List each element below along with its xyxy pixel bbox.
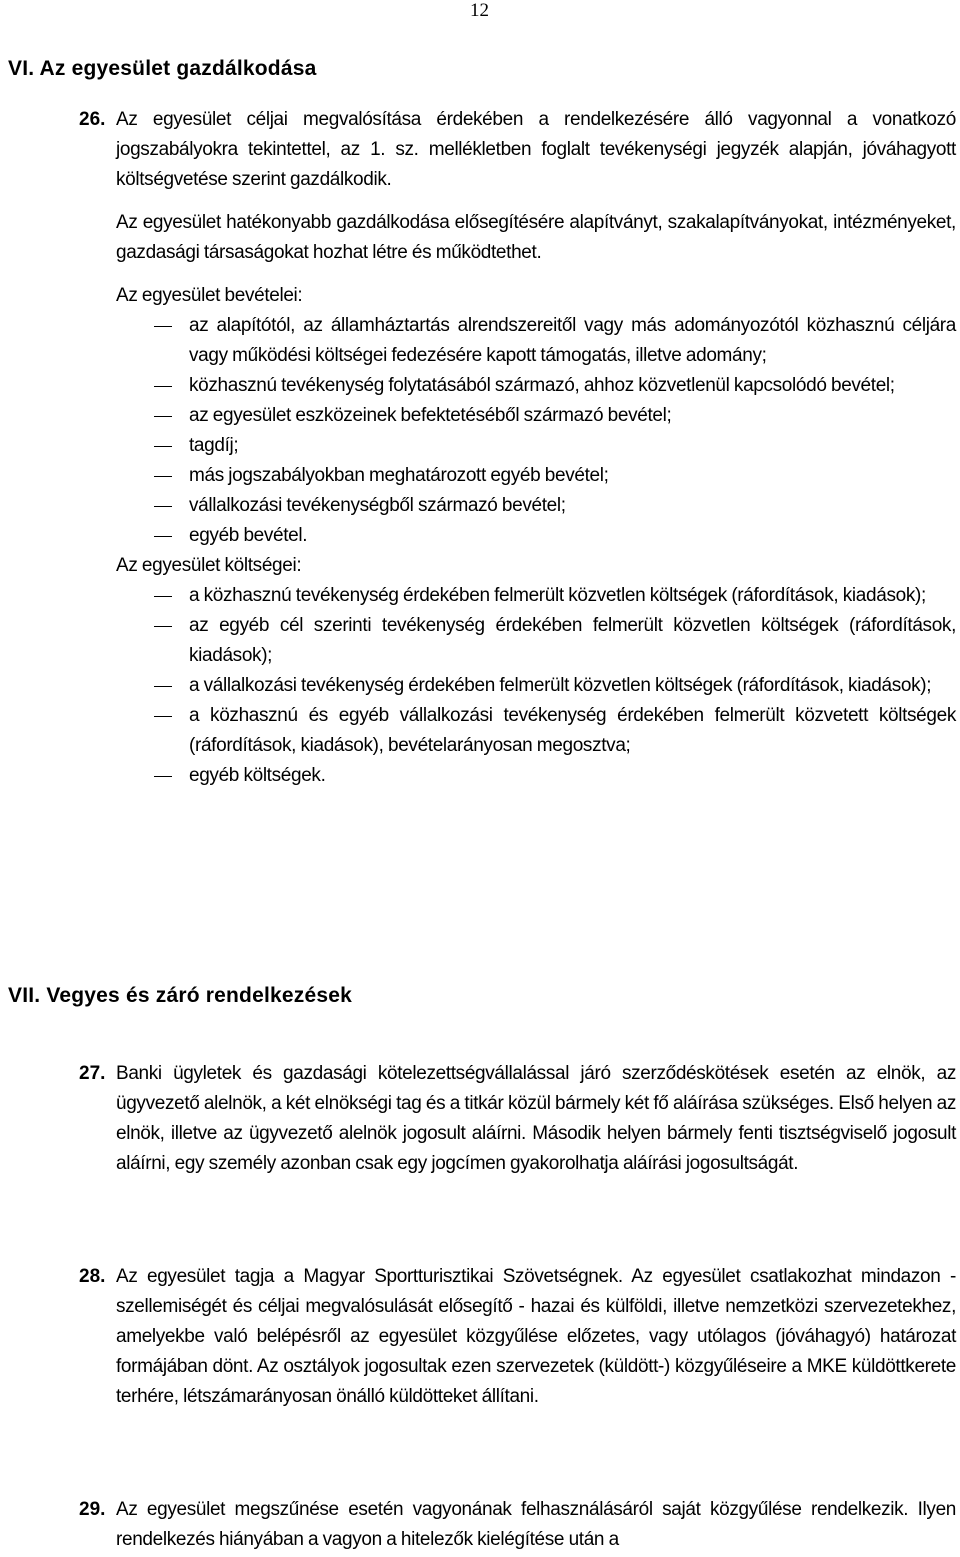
section-7-heading: VII. Vegyes és záró rendelkezések <box>8 984 352 1007</box>
dash-bullet-icon <box>154 776 172 777</box>
paragraph-number: 26. <box>79 109 106 130</box>
list-item: vállalkozási tevékenységből származó bevétel; <box>116 491 956 521</box>
paragraph-number: 28. <box>79 1266 106 1287</box>
list-item: más jogszabályokban meghatározott egyéb bevétel; <box>116 461 956 491</box>
list-item: egyéb költségek. <box>116 761 956 791</box>
paragraph-text: Az egyesület megszűnése esetén vagyonának felhasználásáról saját közgyűlése rendelkezik. Ilyen rendelkezés hiányában a vagyon a hitelezők kielégítése után a <box>116 1499 956 1550</box>
list-item: a közhasznú tevékenység érdekében felmerült közvetlen költségek (ráfordítások, kiadások); <box>116 581 956 611</box>
efficiency-paragraph: Az egyesület hatékonyabb gazdálkodása elősegítésére alapítványt, szakalapítványokat, intézményeket, gazdasági társaságokat hozhat létre és működtethet. <box>116 212 956 263</box>
dash-bullet-icon <box>154 686 172 687</box>
costs-list <box>116 581 956 791</box>
costs-label: Az egyesület költségei: <box>116 555 302 576</box>
list-item: a vállalkozási tevékenység érdekében felmerült közvetlen költségek (ráfordítások, kiadások); <box>116 671 956 701</box>
paragraph-26 <box>79 105 956 195</box>
list-item: az egyéb cél szerinti tevékenység érdekében felmerült közvetlen költségek (ráfordítások, kiadások); <box>116 611 956 671</box>
dash-bullet-icon <box>154 476 172 477</box>
list-item: egyéb bevétel. <box>116 521 956 551</box>
paragraph-29 <box>79 1495 956 1555</box>
dash-bullet-icon <box>154 326 172 327</box>
list-item: a közhasznú és egyéb vállalkozási tevékenység érdekében felmerült közvetett költségek (ráfordítások, kiadások), bevételarányosan megosztva; <box>116 701 956 761</box>
paragraph-text: Az egyesület tagja a Magyar Sportturisztikai Szövetségnek. Az egyesület csatlakozhat mindazon - szellemiségét és céljai megvalósulását elősegítő - hazai és külföldi, illetve nemzetközi szervezetekhez, amelyekbe való belépésről az egyesület közgyűlése előzetes, vagy utólagos (jóváhagyó) határozat formájában dönt. Az osztályok jogosultak ezen szervezetek (küldött-) közgyűléseire a MKE küldöttkerete terhére, létszámarányosan önálló küldötteket állítani. <box>116 1266 956 1407</box>
section-6-heading: VI. Az egyesület gazdálkodása <box>8 57 317 80</box>
dash-bullet-icon <box>154 416 172 417</box>
list-item: közhasznú tevékenység folytatásából származó, ahhoz közvetlenül kapcsolódó bevétel; <box>116 371 956 401</box>
income-list <box>116 311 956 551</box>
paragraph-number: 29. <box>79 1499 106 1520</box>
income-label: Az egyesület bevételei: <box>116 285 303 306</box>
paragraph-text: Az egyesület céljai megvalósítása érdekében a rendelkezésére álló vagyonnal a vonatkozó jogszabályokra tekintettel, az 1. sz. mellékletben foglalt tevékenységi jegyzék alapján, jóváhagyott költségvetése szerint gazdálkodik. <box>116 109 956 190</box>
dash-bullet-icon <box>154 716 172 717</box>
dash-bullet-icon <box>154 626 172 627</box>
section-6-body <box>116 208 956 791</box>
paragraph-number: 27. <box>79 1063 106 1084</box>
paragraph-28 <box>79 1262 956 1412</box>
paragraph-text: Banki ügyletek és gazdasági kötelezettségvállalással járó szerződéskötések esetén az elnök, az ügyvezető alelnök, a két elnökségi tag és a titkár közül bármely két fő aláírása szükséges. Első helyen az elnök, illetve az ügyvezető alelnök jogosult aláírni. Második helyen bármely fenti tisztségviselő jogosult aláírni, egy személy azonban csak egy jogcímen gyakorolhatja aláírási jogosultságát. <box>116 1063 956 1174</box>
list-item: tagdíj; <box>116 431 956 461</box>
dash-bullet-icon <box>154 596 172 597</box>
dash-bullet-icon <box>154 446 172 447</box>
dash-bullet-icon <box>154 536 172 537</box>
list-item: az egyesület eszközeinek befektetéséből származó bevétel; <box>116 401 956 431</box>
dash-bullet-icon <box>154 386 172 387</box>
dash-bullet-icon <box>154 506 172 507</box>
page-number: 12 <box>470 0 489 21</box>
list-item: az alapítótól, az államháztartás alrendszereitől vagy más adományozótól közhasznú céljára vagy működési költségei fedezésére kapott támogatás, illetve adomány; <box>116 311 956 371</box>
paragraph-27 <box>79 1059 956 1179</box>
